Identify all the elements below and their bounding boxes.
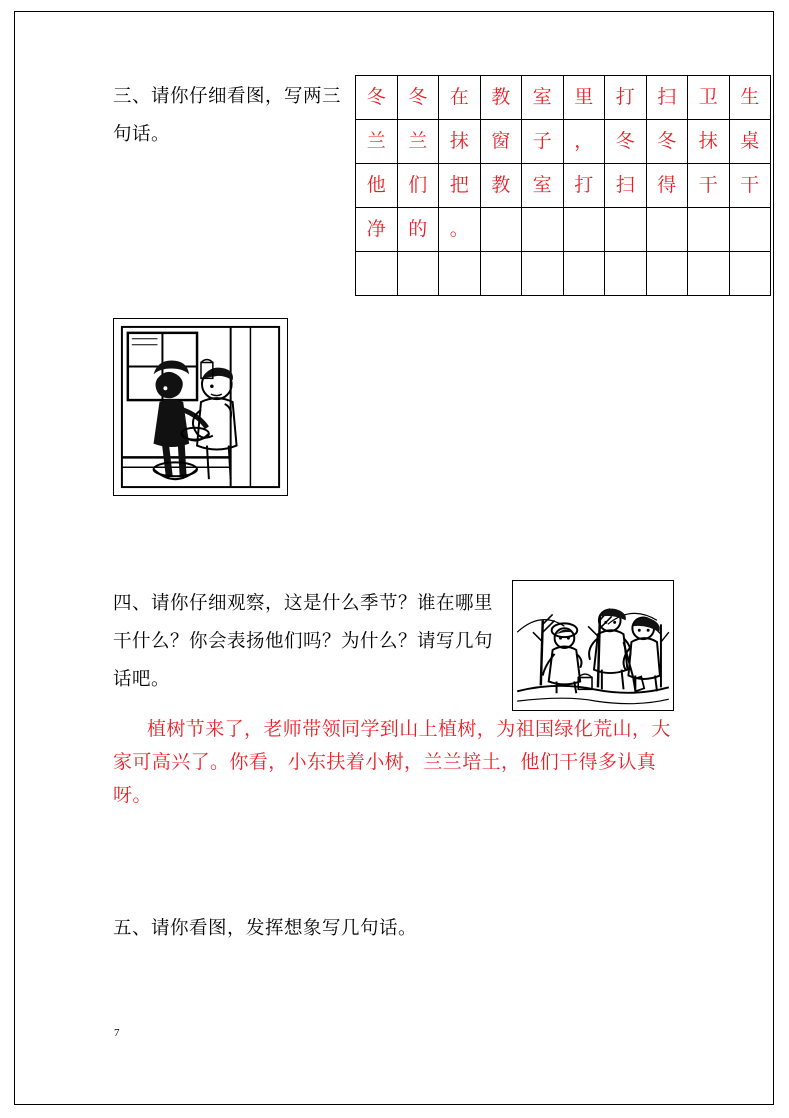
grid-cell[interactable]: 教 xyxy=(481,76,523,120)
section3-prompt: 三、请你仔细看图，写两三句话。 xyxy=(113,87,342,145)
grid-cell[interactable]: 干 xyxy=(688,164,730,208)
grid-cell[interactable]: 抹 xyxy=(439,120,481,164)
grid-cell[interactable] xyxy=(564,252,606,296)
grid-cell[interactable]: 卫 xyxy=(688,76,730,120)
grid-cell[interactable]: 。 xyxy=(439,208,481,252)
grid-cell[interactable] xyxy=(439,252,481,296)
grid-row xyxy=(356,252,771,296)
picture-tree-planting-scene xyxy=(512,580,674,711)
grid-cell[interactable]: 冬 xyxy=(356,76,398,120)
grid-cell[interactable]: 的 xyxy=(398,208,440,252)
grid-cell[interactable]: 他 xyxy=(356,164,398,208)
grid-cell[interactable] xyxy=(356,252,398,296)
grid-cell[interactable] xyxy=(647,208,689,252)
grid-cell[interactable]: ， xyxy=(564,120,606,164)
grid-cell[interactable]: 教 xyxy=(481,164,523,208)
grid-cell[interactable] xyxy=(605,208,647,252)
grid-row xyxy=(356,208,771,252)
grid-cell[interactable] xyxy=(647,252,689,296)
grid-cell[interactable] xyxy=(730,252,772,296)
grid-cell[interactable]: 兰 xyxy=(356,120,398,164)
grid-cell[interactable] xyxy=(564,208,606,252)
grid-cell[interactable] xyxy=(522,208,564,252)
grid-row xyxy=(356,164,771,208)
grid-cell[interactable]: 得 xyxy=(647,164,689,208)
grid-cell[interactable] xyxy=(522,252,564,296)
grid-cell[interactable]: 冬 xyxy=(605,120,647,164)
grid-cell[interactable]: 兰 xyxy=(398,120,440,164)
grid-cell[interactable]: 打 xyxy=(605,76,647,120)
grid-cell[interactable] xyxy=(481,208,523,252)
grid-cell[interactable]: 室 xyxy=(522,164,564,208)
grid-row xyxy=(356,120,771,164)
grid-cell[interactable] xyxy=(688,208,730,252)
grid-cell[interactable]: 打 xyxy=(564,164,606,208)
grid-row xyxy=(356,76,771,120)
grid-cell[interactable]: 抹 xyxy=(688,120,730,164)
grid-cell[interactable] xyxy=(688,252,730,296)
grid-cell[interactable]: 干 xyxy=(730,164,772,208)
page-number: 7 xyxy=(114,1027,120,1039)
section4-answer: 植树节来了，老师带领同学到山上植树，为祖国绿化荒山，大家可高兴了。你看，小东扶着小树，兰兰培土，他们干得多认真呀。 xyxy=(113,718,671,806)
picture-kitchen-scene xyxy=(113,318,288,496)
grid-cell[interactable]: 扫 xyxy=(605,164,647,208)
grid-cell[interactable]: 生 xyxy=(730,76,772,120)
grid-cell[interactable] xyxy=(481,252,523,296)
writing-grid xyxy=(355,75,771,296)
grid-cell[interactable]: 桌 xyxy=(730,120,772,164)
grid-cell[interactable] xyxy=(398,252,440,296)
grid-cell[interactable]: 冬 xyxy=(647,120,689,164)
grid-cell[interactable] xyxy=(605,252,647,296)
grid-cell[interactable] xyxy=(730,208,772,252)
grid-cell[interactable]: 把 xyxy=(439,164,481,208)
grid-cell[interactable]: 在 xyxy=(439,76,481,120)
grid-cell[interactable]: 净 xyxy=(356,208,398,252)
grid-cell[interactable]: 里 xyxy=(564,76,606,120)
grid-cell[interactable]: 窗 xyxy=(481,120,523,164)
grid-cell[interactable]: 子 xyxy=(522,120,564,164)
grid-cell[interactable]: 冬 xyxy=(398,76,440,120)
grid-cell[interactable]: 室 xyxy=(522,76,564,120)
grid-cell[interactable]: 们 xyxy=(398,164,440,208)
section5-prompt: 五、请你看图，发挥想象写几句话。 xyxy=(113,919,418,939)
grid-cell[interactable]: 扫 xyxy=(647,76,689,120)
section4-prompt: 四、请你仔细观察，这是什么季节？谁在哪里干什么？你会表扬他们吗？为什么？请写几句话吧。 xyxy=(113,594,494,690)
